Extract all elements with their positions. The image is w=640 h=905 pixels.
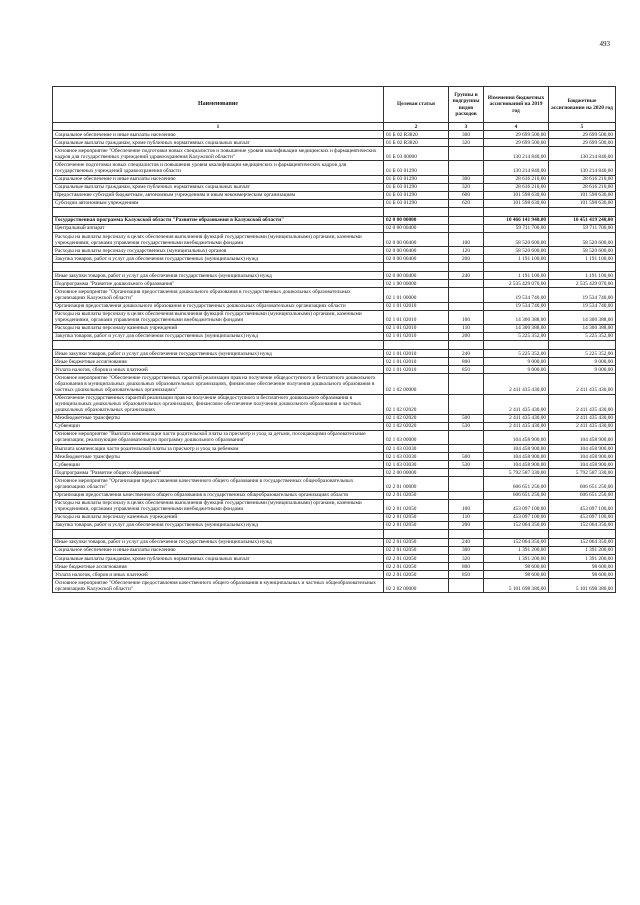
- column-number: 1: [53, 123, 384, 131]
- table-row: [53, 366, 616, 374]
- row-target-code: 02 1 02 02020: [384, 394, 449, 414]
- table-row: [53, 358, 616, 366]
- row-amount-2019: 1 391 200,00: [484, 546, 549, 554]
- row-expense-group: 300: [449, 131, 484, 139]
- row-amount-2019: 104 458 900,00: [484, 445, 549, 453]
- row-amount-2020: 29 699 500,00: [549, 131, 616, 139]
- row-target-code: 02 2 02 00000: [384, 579, 449, 593]
- row-name: Государственная программа Калужской области "Развитие образования в Калужской области": [53, 216, 384, 224]
- empty-cell: [384, 341, 449, 350]
- row-name: Основное мероприятие "Организация предоставления качественного общего образования в государственных общеобразовательных организациях области": [53, 477, 384, 491]
- table-row: [53, 288, 616, 302]
- row-target-code: 02 1 03 03030: [384, 461, 449, 469]
- row-amount-2020: 1 191 100,00: [549, 255, 616, 263]
- table-row: [53, 477, 616, 491]
- row-amount-2019: 5 225 352,00: [484, 350, 549, 358]
- table-row: [53, 341, 616, 350]
- row-target-code: 02 0 00 00400: [384, 224, 449, 232]
- row-expense-group: 100: [449, 499, 484, 513]
- budget-table: [52, 86, 616, 593]
- table-row: [53, 453, 616, 461]
- header-group: Группы и подгруппы видов расходов: [449, 87, 484, 123]
- row-amount-2020: 58 520 600,00: [549, 247, 616, 255]
- empty-cell: [549, 529, 616, 538]
- row-amount-2019: 9 000,00: [484, 366, 549, 374]
- row-amount-2020: 152 064 350,00: [549, 521, 616, 529]
- empty-cell: [484, 263, 549, 272]
- row-amount-2019: 19 534 740,00: [484, 288, 549, 302]
- row-amount-2020: 104 458 900,00: [549, 461, 616, 469]
- row-amount-2019: 2 535 429 070,00: [484, 280, 549, 288]
- row-target-code: 01 Б 03 01290: [384, 161, 449, 175]
- table-row: [53, 579, 616, 593]
- table-row: [53, 310, 616, 324]
- row-amount-2019: 101 598 630,00: [484, 191, 549, 199]
- row-amount-2020: 9 000,00: [549, 358, 616, 366]
- empty-cell: [53, 263, 384, 272]
- row-amount-2020: 9 000,00: [549, 366, 616, 374]
- row-name: Социальные выплаты гражданам, кроме публичных нормативных социальных выплат: [53, 183, 384, 191]
- empty-cell: [449, 263, 484, 272]
- row-name: Субсидии автономным учреждениям: [53, 199, 384, 207]
- column-number-row: [53, 123, 616, 131]
- row-name: Иные закупки товаров, работ и услуг для обеспечения государственных (муниципальных) нужд: [53, 350, 384, 358]
- row-name: Расходы на выплаты персоналу казенных учреждений: [53, 324, 384, 332]
- row-amount-2020: 2 411 435 430,00: [549, 422, 616, 430]
- row-amount-2020: 19 534 740,00: [549, 302, 616, 310]
- row-expense-group: 110: [449, 324, 484, 332]
- row-amount-2019: 19 534 740,00: [484, 302, 549, 310]
- table-row: [53, 131, 616, 139]
- row-amount-2019: 1 391 200,00: [484, 555, 549, 563]
- row-target-code: 02 0 00 00400: [384, 233, 449, 247]
- table-row: [53, 430, 616, 444]
- row-expense-group: 850: [449, 571, 484, 579]
- row-expense-group: 300: [449, 175, 484, 183]
- row-amount-2020: 28 616 210,00: [549, 183, 616, 191]
- row-amount-2019: 58 520 600,00: [484, 247, 549, 255]
- row-amount-2019: 2 411 435 430,00: [484, 414, 549, 422]
- row-target-code: 02 2 01 02050: [384, 499, 449, 513]
- table-row: [53, 422, 616, 430]
- row-expense-group: [449, 302, 484, 310]
- row-amount-2020: 130 214 840,00: [549, 161, 616, 175]
- row-name: Центральный аппарат: [53, 224, 384, 232]
- row-amount-2020: 19 534 740,00: [549, 288, 616, 302]
- row-amount-2019: 101 598 630,00: [484, 199, 549, 207]
- table-row: [53, 332, 616, 340]
- row-name: Иные бюджетные ассигнования: [53, 358, 384, 366]
- row-expense-group: 200: [449, 255, 484, 263]
- empty-cell: [484, 529, 549, 538]
- table-row: [53, 255, 616, 263]
- row-target-code: 01 Б 02 R3820: [384, 131, 449, 139]
- row-amount-2020: 98 600,00: [549, 563, 616, 571]
- row-name: Организация предоставления качественного общего образования в государственных общеобразовательных организациях области: [53, 491, 384, 499]
- row-expense-group: 320: [449, 139, 484, 147]
- row-target-code: 02 1 02 02020: [384, 422, 449, 430]
- table-row: [53, 147, 616, 161]
- row-name: Субвенции: [53, 461, 384, 469]
- empty-cell: [53, 529, 384, 538]
- row-amount-2020: 2 411 435 430,00: [549, 374, 616, 394]
- row-amount-2019: 130 214 840,00: [484, 161, 549, 175]
- table-row: [53, 555, 616, 563]
- row-name: Межбюджетные трансферты: [53, 453, 384, 461]
- row-expense-group: [449, 224, 484, 232]
- row-name: Уплата налогов, сборов и иных платежей: [53, 571, 384, 579]
- row-target-code: 02 2 01 02050: [384, 555, 449, 563]
- row-name: Иные закупки товаров, работ и услуг для обеспечения государственных (муниципальных) нужд: [53, 272, 384, 280]
- table-row: [53, 247, 616, 255]
- row-name: Расходы на выплаты персоналу государственных (муниципальных) органов: [53, 247, 384, 255]
- row-amount-2020: 2 411 435 430,00: [549, 394, 616, 414]
- table-row: [53, 513, 616, 521]
- table-row: [53, 199, 616, 207]
- row-amount-2020: 28 616 210,00: [549, 175, 616, 183]
- row-expense-group: [449, 469, 484, 477]
- empty-cell: [384, 207, 449, 216]
- table-row: [53, 529, 616, 538]
- header-name: Наименование: [53, 87, 384, 123]
- row-target-code: 02 2 00 00000: [384, 469, 449, 477]
- row-target-code: 02 2 01 02050: [384, 521, 449, 529]
- row-target-code: 01 Б 03 01290: [384, 199, 449, 207]
- row-amount-2020: 453 097 100,00: [549, 513, 616, 521]
- row-target-code: 02 2 01 02050: [384, 491, 449, 499]
- row-name: Обеспечение подготовки новых специалистов и повышения уровня квалификации медицинских и фармацевтических кадров для государственных учреждений здравоохранения области: [53, 161, 384, 175]
- row-amount-2019: 606 651 250,00: [484, 491, 549, 499]
- row-name: Основное мероприятие "Обеспечение государственных гарантий реализации прав на получение общедоступного и бесплатного дошкольного образования в муниципальных дошкольных образовательных организациях, финансовое обеспечение получения дошкольного образования в частных дошкольных образовательных организациях": [53, 374, 384, 394]
- empty-cell: [53, 207, 384, 216]
- row-target-code: 02 1 01 02010: [384, 324, 449, 332]
- row-amount-2020: 5 225 352,00: [549, 350, 616, 358]
- row-amount-2019: 152 064 350,00: [484, 521, 549, 529]
- empty-cell: [549, 207, 616, 216]
- table-row: [53, 216, 616, 224]
- row-amount-2020: 101 598 630,00: [549, 191, 616, 199]
- row-amount-2019: 104 458 900,00: [484, 461, 549, 469]
- row-name: Выплата компенсации части родительской платы за присмотр и уход за ребенком: [53, 445, 384, 453]
- table-row: [53, 302, 616, 310]
- row-amount-2019: 453 097 100,00: [484, 499, 549, 513]
- column-number: 4: [484, 123, 549, 131]
- row-name: Основное мероприятие "Выплата компенсации части родительской платы за присмотр и уход за детьми, посещающими образовательные организации, реализующие образовательную программу дошкольного образования": [53, 430, 384, 444]
- row-expense-group: 300: [449, 546, 484, 554]
- row-expense-group: [449, 288, 484, 302]
- row-target-code: 02 1 01 02010: [384, 366, 449, 374]
- row-amount-2019: 14 300 388,00: [484, 310, 549, 324]
- row-name: Обеспечение государственных гарантий реализации прав на получение общедоступного и бесплатного дошкольного образования в муниципальных дошкольных образовательных организациях, финансовое обеспечение получения дошкольного образования в частных дошкольных образовательных организациях: [53, 394, 384, 414]
- table-row: [53, 521, 616, 529]
- row-expense-group: 850: [449, 366, 484, 374]
- empty-cell: [549, 263, 616, 272]
- row-expense-group: 800: [449, 358, 484, 366]
- row-amount-2019: 28 616 210,00: [484, 183, 549, 191]
- row-target-code: 02 1 03 03030: [384, 445, 449, 453]
- row-target-code: 02 1 03 00000: [384, 430, 449, 444]
- row-target-code: 01 Б 03 00000: [384, 147, 449, 161]
- row-name: Основное мероприятие "Организация предоставления дошкольного образования в государственных дошкольных образовательных организациях Калужской области": [53, 288, 384, 302]
- row-name: Социальные выплаты гражданам, кроме публичных нормативных социальных выплат: [53, 139, 384, 147]
- row-expense-group: 530: [449, 461, 484, 469]
- row-amount-2019: 453 097 100,00: [484, 513, 549, 521]
- row-name: Расходы на выплаты персоналу казенных учреждений: [53, 513, 384, 521]
- row-amount-2019: 59 711 700,00: [484, 224, 549, 232]
- row-expense-group: [449, 161, 484, 175]
- empty-cell: [449, 207, 484, 216]
- row-expense-group: 530: [449, 422, 484, 430]
- row-amount-2020: 1 391 200,00: [549, 555, 616, 563]
- row-name: Основное мероприятие "Обеспечение подготовки новых специалистов и повышение уровня квалификации медицинских и фармацевтических кадров для государственных учреждений здравоохранения Калужской области": [53, 147, 384, 161]
- row-target-code: 02 1 01 02010: [384, 310, 449, 324]
- row-name: Социальное обеспечение и иные выплаты населению: [53, 131, 384, 139]
- row-name: Социальные выплаты гражданам, кроме публичных нормативных социальных выплат: [53, 555, 384, 563]
- table-row: [53, 161, 616, 175]
- row-target-code: 01 Б 03 01290: [384, 191, 449, 199]
- row-name: Социальное обеспечение и иные выплаты населению: [53, 546, 384, 554]
- row-expense-group: [449, 216, 484, 224]
- row-amount-2019: 29 699 500,00: [484, 131, 549, 139]
- row-target-code: 02 1 03 03030: [384, 453, 449, 461]
- row-amount-2020: 130 214 840,00: [549, 147, 616, 161]
- row-amount-2019: 2 411 435 430,00: [484, 374, 549, 394]
- row-name: Расходы на выплаты персоналу в целях обеспечения выполнения функций государственными (муниципальными) органами, казенными учреждениями, органами управления государственными внебюджетными фондами: [53, 499, 384, 513]
- row-expense-group: 320: [449, 555, 484, 563]
- row-amount-2019: 130 214 840,00: [484, 147, 549, 161]
- table-row: [53, 324, 616, 332]
- row-expense-group: 600: [449, 191, 484, 199]
- row-amount-2019: 10 466 141 940,00: [484, 216, 549, 224]
- row-amount-2020: 2 535 429 070,00: [549, 280, 616, 288]
- table-row: [53, 191, 616, 199]
- row-target-code: 02 1 01 00000: [384, 288, 449, 302]
- table-row: [53, 414, 616, 422]
- row-expense-group: 120: [449, 247, 484, 255]
- row-amount-2020: 2 411 435 430,00: [549, 414, 616, 422]
- table-row: [53, 469, 616, 477]
- empty-cell: [449, 341, 484, 350]
- row-amount-2019: 5 101 698 380,00: [484, 579, 549, 593]
- row-amount-2020: 5 792 587 330,00: [549, 469, 616, 477]
- table-row: [53, 175, 616, 183]
- row-target-code: 02 2 01 02050: [384, 571, 449, 579]
- row-target-code: 02 0 00 00000: [384, 216, 449, 224]
- row-expense-group: [449, 430, 484, 444]
- row-amount-2020: 1 391 200,00: [549, 546, 616, 554]
- table-row: [53, 207, 616, 216]
- row-name: Предоставление субсидий бюджетным, автономным учреждениям и иным некоммерческим организациям: [53, 191, 384, 199]
- row-amount-2020: 29 699 500,00: [549, 139, 616, 147]
- row-amount-2020: 104 458 900,00: [549, 453, 616, 461]
- row-amount-2020: 104 458 900,00: [549, 430, 616, 444]
- row-expense-group: 500: [449, 453, 484, 461]
- row-amount-2019: 1 191 100,00: [484, 272, 549, 280]
- column-number: 3: [449, 123, 484, 131]
- row-expense-group: [449, 445, 484, 453]
- row-target-code: 02 2 01 02050: [384, 513, 449, 521]
- row-expense-group: 100: [449, 233, 484, 247]
- header-2020: Бюджетные ассигнования на 2020 год: [549, 87, 616, 123]
- row-amount-2020: 101 598 630,00: [549, 199, 616, 207]
- row-amount-2019: 5 792 587 330,00: [484, 469, 549, 477]
- row-target-code: 02 1 01 02010: [384, 350, 449, 358]
- row-name: Закупка товаров, работ и услуг для обеспечения государственных (муниципальных) нужд: [53, 332, 384, 340]
- column-number: 5: [549, 123, 616, 131]
- empty-cell: [53, 341, 384, 350]
- row-amount-2020: 453 097 100,00: [549, 499, 616, 513]
- table-row: [53, 461, 616, 469]
- row-target-code: 02 0 00 00400: [384, 272, 449, 280]
- empty-cell: [384, 263, 449, 272]
- table-row: [53, 445, 616, 453]
- row-amount-2020: 1 191 100,00: [549, 272, 616, 280]
- row-name: Закупка товаров, работ и услуг для обеспечения государственных (муниципальных) нужд: [53, 255, 384, 263]
- table-row: [53, 139, 616, 147]
- row-amount-2020: 5 225 352,00: [549, 332, 616, 340]
- row-name: Закупка товаров, работ и услуг для обеспечения государственных (муниципальных) нужд: [53, 521, 384, 529]
- row-expense-group: 110: [449, 513, 484, 521]
- row-amount-2020: 5 101 698 380,00: [549, 579, 616, 593]
- row-target-code: 02 0 00 00400: [384, 255, 449, 263]
- table-row: [53, 280, 616, 288]
- table-row: [53, 571, 616, 579]
- table-row: [53, 233, 616, 247]
- row-amount-2019: 606 651 250,00: [484, 477, 549, 491]
- row-target-code: 02 2 01 00000: [384, 477, 449, 491]
- row-amount-2019: 14 300 388,00: [484, 324, 549, 332]
- row-target-code: 02 0 00 00400: [384, 247, 449, 255]
- row-expense-group: [449, 579, 484, 593]
- row-target-code: 02 1 02 02020: [384, 414, 449, 422]
- row-expense-group: [449, 147, 484, 161]
- row-name: Основное мероприятие "Обеспечение предоставления качественного общего образования в муниципальных и частных общеобразовательных организациях Калужской области": [53, 579, 384, 593]
- row-name: Субвенции: [53, 422, 384, 430]
- row-expense-group: 500: [449, 414, 484, 422]
- table-row: [53, 499, 616, 513]
- empty-cell: [549, 341, 616, 350]
- row-name: Расходы на выплаты персоналу в целях обеспечения выполнения функций государственными (муниципальными) органами, казенными учреждениями, органами управления государственными внебюджетными фондами: [53, 310, 384, 324]
- row-target-code: 01 Б 02 R3820: [384, 139, 449, 147]
- row-amount-2019: 1 191 100,00: [484, 255, 549, 263]
- row-amount-2020: 104 458 900,00: [549, 445, 616, 453]
- table-row: [53, 350, 616, 358]
- row-name: Расходы на выплаты персоналу в целях обеспечения выполнения функций государственными (муниципальными) органами, казенными учреждениями, органами управления государственными внебюджетными фондами: [53, 233, 384, 247]
- column-number: 2: [384, 123, 449, 131]
- row-amount-2019: 104 458 900,00: [484, 430, 549, 444]
- row-expense-group: 320: [449, 183, 484, 191]
- row-amount-2019: 152 064 350,00: [484, 538, 549, 546]
- row-name: Подпрограмма "Развитие дошкольного образования": [53, 280, 384, 288]
- row-name: Организация предоставления дошкольного образования в государственных дошкольных образовательных организациях области: [53, 302, 384, 310]
- row-expense-group: 620: [449, 199, 484, 207]
- row-target-code: 02 2 01 02050: [384, 538, 449, 546]
- row-amount-2020: 606 651 250,00: [549, 477, 616, 491]
- row-expense-group: [449, 280, 484, 288]
- row-expense-group: [449, 394, 484, 414]
- row-target-code: 02 1 00 00000: [384, 280, 449, 288]
- table-row: [53, 263, 616, 272]
- empty-cell: [484, 341, 549, 350]
- row-amount-2019: 98 600,00: [484, 563, 549, 571]
- row-expense-group: 240: [449, 272, 484, 280]
- row-name: Межбюджетные трансферты: [53, 414, 384, 422]
- table-row: [53, 394, 616, 414]
- row-amount-2019: 58 520 600,00: [484, 233, 549, 247]
- row-expense-group: [449, 374, 484, 394]
- row-target-code: 02 1 01 02010: [384, 302, 449, 310]
- page-number: 493: [599, 40, 610, 48]
- row-amount-2020: 14 300 388,00: [549, 310, 616, 324]
- table-body: [53, 131, 616, 593]
- table-row: [53, 546, 616, 554]
- table-row: [53, 491, 616, 499]
- table-row: [53, 563, 616, 571]
- row-name: Уплата налогов, сборов и иных платежей: [53, 366, 384, 374]
- row-expense-group: [449, 491, 484, 499]
- row-amount-2020: 98 600,00: [549, 571, 616, 579]
- row-amount-2019: 9 000,00: [484, 358, 549, 366]
- table-header-row: [53, 87, 616, 123]
- row-amount-2019: 2 411 435 430,00: [484, 394, 549, 414]
- row-target-code: 02 2 01 02050: [384, 546, 449, 554]
- empty-cell: [484, 207, 549, 216]
- row-target-code: 02 1 01 02010: [384, 358, 449, 366]
- table-row: [53, 374, 616, 394]
- row-amount-2020: 58 520 600,00: [549, 233, 616, 247]
- row-amount-2020: 14 300 388,00: [549, 324, 616, 332]
- row-expense-group: [449, 477, 484, 491]
- row-expense-group: 200: [449, 521, 484, 529]
- row-name: Социальное обеспечение и иные выплаты населению: [53, 175, 384, 183]
- row-target-code: 01 Б 03 01290: [384, 175, 449, 183]
- row-amount-2019: 28 616 210,00: [484, 175, 549, 183]
- row-target-code: 01 Б 03 01290: [384, 183, 449, 191]
- row-amount-2020: 59 711 700,00: [549, 224, 616, 232]
- row-name: Иные закупки товаров, работ и услуг для обеспечения государственных (муниципальных) нужд: [53, 538, 384, 546]
- empty-cell: [449, 529, 484, 538]
- row-amount-2019: 2 411 435 430,00: [484, 422, 549, 430]
- row-expense-group: 100: [449, 310, 484, 324]
- row-name: Иные бюджетные ассигнования: [53, 563, 384, 571]
- header-code: Целевая статья: [384, 87, 449, 123]
- row-amount-2019: 104 458 900,00: [484, 453, 549, 461]
- row-target-code: 02 1 01 02010: [384, 332, 449, 340]
- empty-cell: [384, 529, 449, 538]
- row-expense-group: 200: [449, 332, 484, 340]
- table-row: [53, 538, 616, 546]
- header-2019: Изменения бюджетных ассигнований на 2019 год: [484, 87, 549, 123]
- row-amount-2020: 10 451 419 240,00: [549, 216, 616, 224]
- row-amount-2019: 5 225 352,00: [484, 332, 549, 340]
- table-row: [53, 224, 616, 232]
- row-target-code: 02 2 01 02050: [384, 563, 449, 571]
- row-name: Подпрограмма "Развитие общего образования": [53, 469, 384, 477]
- row-target-code: 02 1 02 00000: [384, 374, 449, 394]
- row-amount-2020: 152 064 350,00: [549, 538, 616, 546]
- table-row: [53, 183, 616, 191]
- row-amount-2020: 606 651 250,00: [549, 491, 616, 499]
- row-expense-group: 240: [449, 538, 484, 546]
- row-expense-group: 800: [449, 563, 484, 571]
- row-expense-group: 240: [449, 350, 484, 358]
- row-amount-2019: 29 699 500,00: [484, 139, 549, 147]
- table-row: [53, 272, 616, 280]
- row-amount-2019: 98 600,00: [484, 571, 549, 579]
